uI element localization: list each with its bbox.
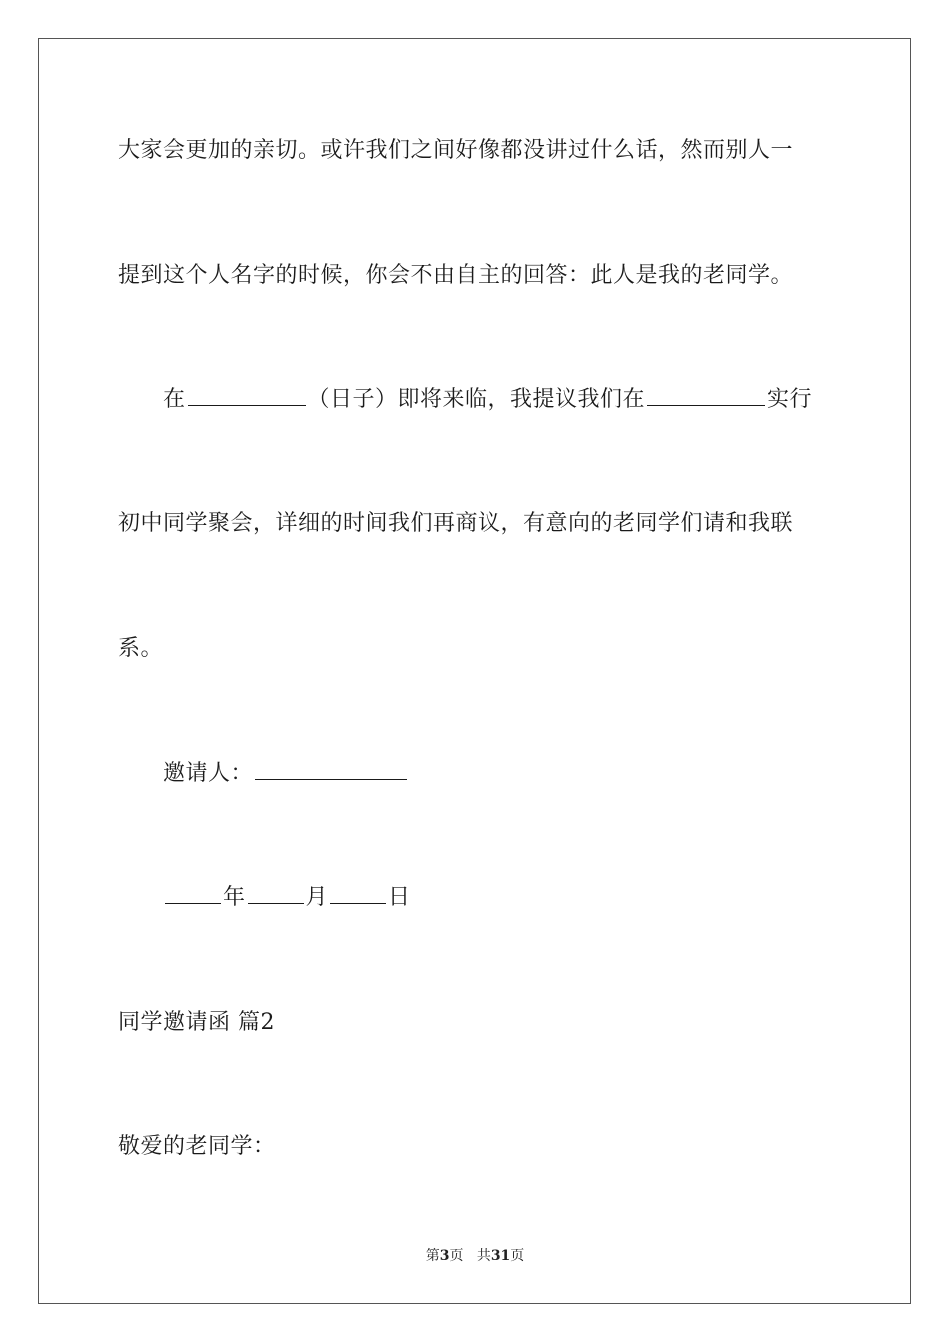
total-pages: 31 [490, 1248, 511, 1264]
page-prefix: 第 [425, 1248, 440, 1264]
inviter-label: 邀请人： [163, 761, 254, 786]
paragraph-line-5: 系。 [118, 636, 164, 661]
line3-suffix: 实行 [767, 387, 813, 412]
location-blank [647, 385, 765, 406]
date-line [163, 883, 411, 913]
inviter-line [163, 759, 409, 789]
total-prefix: 共 [476, 1248, 491, 1264]
day-blank [330, 883, 386, 904]
page-suffix: 页 [449, 1248, 464, 1264]
paragraph-line-4: 初中同学聚会，详细的时间我们再商议，有意向的老同学们请和我联 [118, 511, 794, 536]
month-blank [248, 883, 304, 904]
page-border [38, 38, 911, 1304]
page-number: 3 [439, 1248, 450, 1264]
section-title: 同学邀请函 篇2 [118, 1010, 275, 1035]
page-footer [0, 1246, 950, 1266]
month-label: 月 [305, 885, 329, 910]
date-blank [188, 385, 306, 406]
inviter-blank [255, 759, 407, 780]
day-label: 日 [388, 885, 411, 910]
line3-prefix: 在 [163, 387, 186, 412]
paragraph-line-3 [163, 385, 812, 415]
paragraph-line-2: 提到这个人名字的时候，你会不由自主的回答：此人是我的老同学。 [118, 263, 794, 288]
year-label: 年 [223, 885, 246, 910]
line3-mid: （日子）即将来临，我提议我们在 [307, 387, 646, 412]
greeting: 敬爱的老同学： [118, 1134, 276, 1159]
paragraph-line-1: 大家会更加的亲切。或许我们之间好像都没讲过什么话，然而别人一 [118, 138, 794, 163]
year-blank [165, 883, 221, 904]
total-suffix: 页 [510, 1248, 525, 1264]
